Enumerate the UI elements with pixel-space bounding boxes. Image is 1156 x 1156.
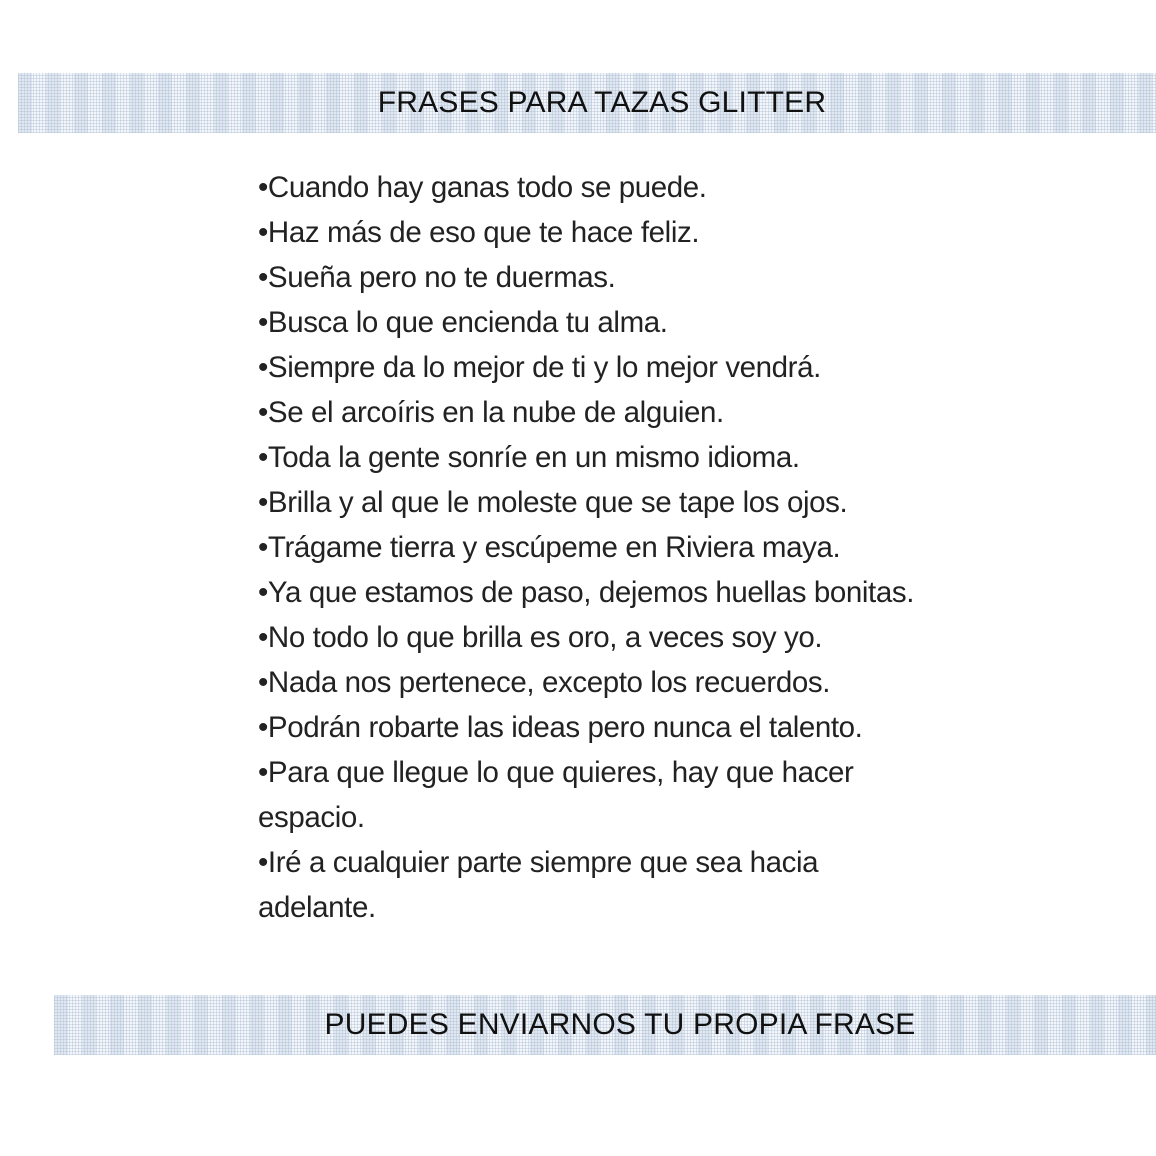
phrase-item: •Trágame tierra y escúpeme en Riviera maya. xyxy=(258,531,841,564)
phrase-item: •Ya que estamos de paso, dejemos huellas bonitas. xyxy=(258,576,914,609)
phrase-item: •Brilla y al que le moleste que se tape los ojos. xyxy=(258,486,848,519)
title-banner xyxy=(18,73,1156,133)
phrase-item: •No todo lo que brilla es oro, a veces soy yo. xyxy=(258,621,823,654)
phrase-item: •Podrán robarte las ideas pero nunca el talento. xyxy=(258,711,863,744)
phrase-item: •Haz más de eso que te hace feliz. xyxy=(258,216,700,249)
phrase-item: •Iré a cualquier parte siempre que sea hacia adelante. xyxy=(258,846,819,924)
phrase-item: •Se el arcoíris en la nube de alguien. xyxy=(258,396,724,429)
phrase-item: •Toda la gente sonríe en un mismo idioma. xyxy=(258,441,800,474)
phrase-item: •Sueña pero no te duermas. xyxy=(258,261,616,294)
phrase-item: •Siempre da lo mejor de ti y lo mejor vendrá. xyxy=(258,351,821,384)
phrase-item: •Para que llegue lo que quieres, hay que hacer espacio. xyxy=(258,756,854,834)
phrase-item: •Nada nos pertenece, excepto los recuerdos. xyxy=(258,666,831,699)
phrase-item: •Cuando hay ganas todo se puede. xyxy=(258,171,707,204)
phrase-list xyxy=(258,165,938,930)
page-title: FRASES PARA TAZAS GLITTER xyxy=(377,86,827,119)
footer-banner xyxy=(54,995,1156,1055)
phrase-item: •Busca lo que encienda tu alma. xyxy=(258,306,668,339)
footer-title: PUEDES ENVIARNOS TU PROPIA FRASE xyxy=(324,1008,916,1041)
